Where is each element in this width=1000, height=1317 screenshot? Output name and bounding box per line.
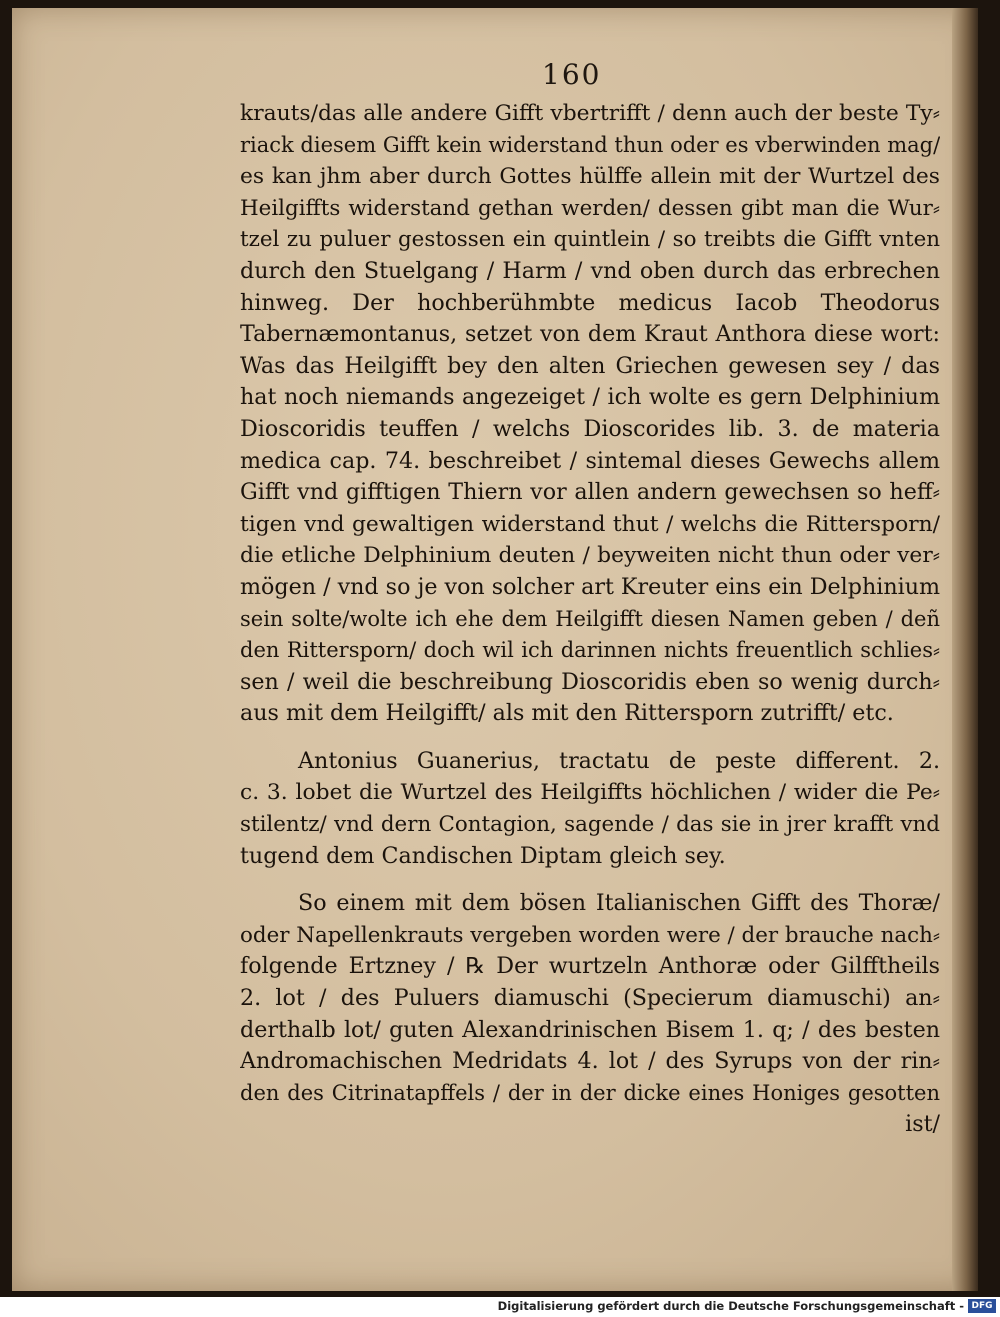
text-line: tugend dem Candischen Diptam gleich sey. (240, 842, 726, 869)
text-line: derthalb lot/ guten Alexandrinischen Bisem 1. q; / des besten (240, 1016, 940, 1043)
paragraph (240, 746, 940, 872)
text-line: die etliche Delphinium deuten / beyweiten nicht thun oder ver⸗ (240, 543, 940, 569)
text-line: folgende Ertzney / ℞ Der wurtzeln Anthoræ oder Gilfftheils (240, 953, 940, 980)
page-gutter (952, 8, 978, 1291)
page-number: 160 (542, 58, 602, 91)
page-text (240, 98, 940, 1141)
paragraph-gap (240, 730, 940, 746)
text-line: sen / weil die beschreibung Dioscoridis eben so wenig durch⸗ (240, 668, 940, 695)
text-line: krauts/das alle andere Gifft vbertrifft / denn auch der beste Ty⸗ (240, 101, 940, 126)
text-line: tigen vnd gewaltigen widerstand thut / welchs die Rittersporn/ (240, 511, 940, 537)
text-line: hinweg. Der hochberühmbte medicus Iacob Theodorus (240, 289, 940, 316)
text-line: aus mit dem Heilgifft/ als mit den Rittersporn zutrifft/ etc. (240, 700, 894, 727)
text-line: hat noch niemands angezeiget / ich wolte es gern Delphinium (240, 384, 940, 411)
text-line: stilentz/ vnd dern Contagion, sagende / das sie in jrer krafft vnd (240, 812, 940, 838)
text-line: Tabernæmontanus, setzet von dem Kraut Anthora diese wort: (240, 321, 940, 348)
text-line: mögen / vnd so je von solcher art Kreuter eins ein Delphinium (240, 573, 940, 600)
text-line: sein solte/wolte ich ehe dem Heilgifft diesen Namen geben / deñ (240, 606, 940, 631)
text-line: medica cap. 74. beschreibet / sintemal dieses Gewechs allem (240, 447, 940, 474)
text-line: tzel zu puluer gestossen ein quintlein / so treibts die Gifft vnten (240, 227, 940, 253)
text-line: c. 3. lobet die Wurtzel des Heilgiffts höchlichen / wider die Pe⸗ (240, 780, 940, 806)
footer-credit: Digitalisierung gefördert durch die Deutsche Forschungsgemeinschaft - (497, 1299, 964, 1313)
text-line: durch den Stuelgang / Harm / vnd oben durch das erbrechen (240, 257, 940, 284)
text-line: ist/ (905, 1111, 940, 1138)
text-line: den Rittersporn/ doch wil ich darinnen nichts freuentlich schlies⸗ (240, 638, 940, 663)
text-line: es kan jhm aber durch Gottes hülffe allein mit der Wurtzel des (240, 164, 940, 190)
text-line: Andromachischen Medridats 4. lot / des Syrups von der rin⸗ (240, 1048, 940, 1075)
text-line: Was das Heilgifft bey den alten Griechen gewesen sey / das (240, 352, 940, 379)
footer-bar (0, 1297, 1000, 1317)
text-line: oder Napellenkrauts vergeben worden were / der brauche nach⸗ (240, 922, 940, 948)
text-line: 2. lot / des Puluers diamuschi (Specierum diamuschi) an⸗ (240, 985, 940, 1012)
dfg-logo: DFG (968, 1299, 996, 1313)
text-line: Gifft vnd gifftigen Thiern vor allen andern gewechsen so heff⸗ (240, 479, 940, 506)
text-line: Antonius Guanerius, tractatu de peste different. 2. (298, 747, 940, 774)
text-line: Heilgiffts widerstand gethan werden/ dessen gibt man die Wur⸗ (240, 195, 940, 221)
paragraph-gap (240, 872, 940, 888)
text-line: riack diesem Gifft kein widerstand thun oder es vberwinden mag/ (240, 132, 940, 157)
text-line: Dioscoridis teuffen / welchs Dioscorides lib. 3. de materia (240, 415, 940, 442)
book-page (12, 8, 978, 1291)
paragraph (240, 98, 940, 730)
text-line: den des Citrinatapffels / der in der dicke eines Honiges gesotten (240, 1080, 940, 1105)
paragraph (240, 888, 940, 1141)
text-line: So einem mit dem bösen Italianischen Gifft des Thoræ/ (298, 890, 940, 917)
